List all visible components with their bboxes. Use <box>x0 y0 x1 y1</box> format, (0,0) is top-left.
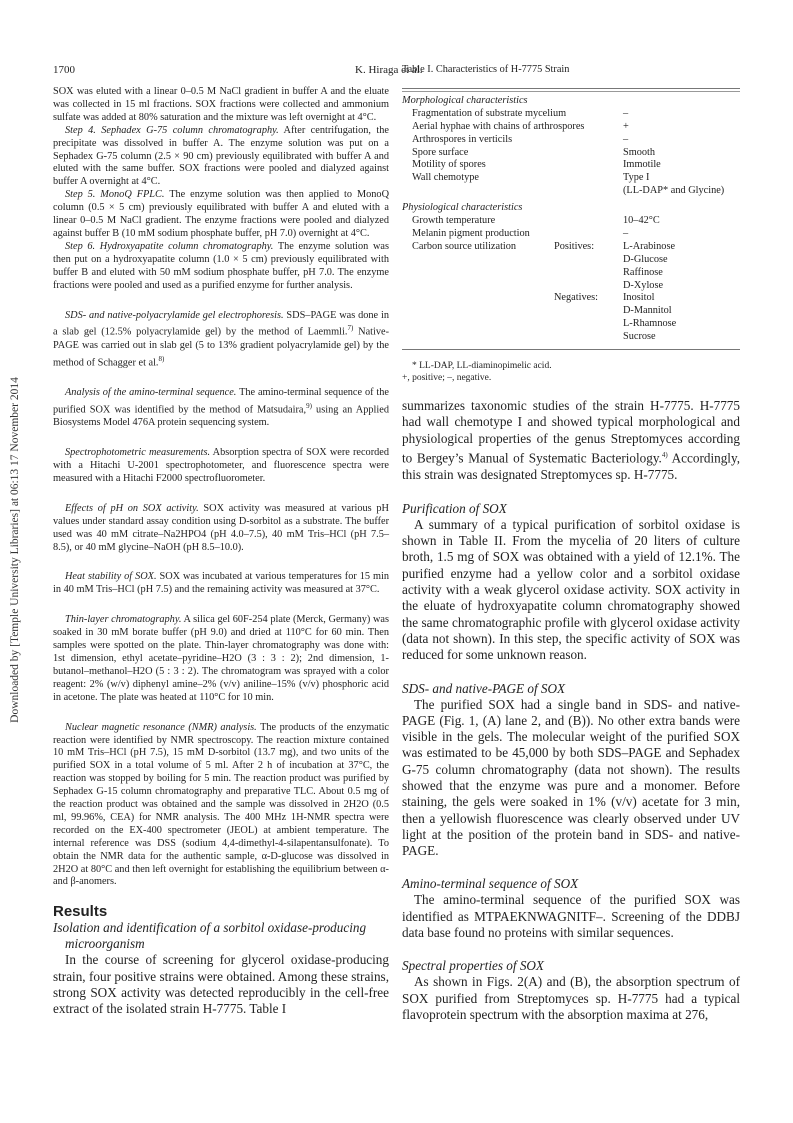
sds-title: SDS- and native-polyacrylamide gel electrophoresis. <box>65 309 284 321</box>
ph-title: Effects of pH on SOX activity. <box>65 502 199 514</box>
running-title: K. Hiraga et al. <box>355 64 423 76</box>
ph-paragraph <box>53 503 389 555</box>
heat-paragraph <box>53 571 389 597</box>
table-row <box>402 159 740 172</box>
table-row-value: – <box>623 133 629 145</box>
table-row-value: D-Mannitol <box>623 305 672 317</box>
table-row <box>402 121 740 134</box>
table-row-label: Wall chemotype <box>412 172 479 184</box>
phys-rows <box>402 215 740 344</box>
table-top-rule <box>402 88 740 89</box>
summary-ref: 4) <box>661 450 668 459</box>
phys-heading: Physiological characteristics <box>402 202 523 214</box>
step6-paragraph <box>53 241 389 293</box>
table-top-rule-2 <box>402 91 740 92</box>
summary-paragraph <box>402 398 740 483</box>
table-row <box>402 318 740 331</box>
isolation-heading: Isolation and identification of a sorbitol oxidase-producing microorganism <box>53 920 367 952</box>
amino-title: Analysis of the amino-terminal sequence. <box>65 386 237 398</box>
sds-text: SDS–PAGE was done in a slab gel (12.5% polyacrylamide gel) by the method of Laemmli. <box>53 309 389 338</box>
spectro-text: Absorption spectra of SOX were recorded with a Hitachi U-2001 spectrophotometer, and fluorescence spectra were measured with a Hitachi F2000 spectrofluorometer. <box>53 447 390 484</box>
sds-page-paragraph: The purified SOX had a single band in SDS- and native-PAGE (Fig. 1, (A) lane 2, and (B)). No other extra bands were visible in the gels. The molecular weight of the purified SOX was estimated to be 45,000 by both SDS–PAGE and Sephadex G-75 column chromatography (data not shown). The results showed that the enzyme was pure and a monomer. Before staining, the gels were soaked in 1% (v/v) acetate for 3 min, then a yellowish fluorescence was clearly observed under UV light at the position of the protein band in SDS- and native-PAGE. <box>402 696 740 859</box>
table-row-label: Aerial hyphae with chains of arthrospores <box>412 120 585 132</box>
purification-paragraph: A summary of a typical purification of sorbitol oxidase is shown in Table II. From the mycelia of 20 liters of culture broth, 1.5 mg of SOX was obtained with a yield of 12.1%. The purified enzyme had a yellow color and a sorbitol oxidase activity with a weak glycerol oxidase activity. SOX activity in the eluate of hydroxyapatite column chromatography showed the same chromatographic profile with glycerol oxidase activity (data not shown). In this step, the specific activity of SOX was reduced for some unknown reason. <box>402 516 740 663</box>
table-row-value: Inositol <box>623 292 655 304</box>
summary-text: summarizes taxonomic studies of the strain H-7775. H-7775 had wall chemotype I and showed typical morphological and physiological properties of the genus Streptomyces according to Bergey’s Manual of Systematic Bacteriology. <box>402 397 740 466</box>
sds-text2: Native-PAGE was carried out in slab gel (5 to 13% gradient polyacrylamide gel) by the method of Schagger et al. <box>53 326 390 369</box>
sox-elution-paragraph: SOX was eluted with a linear 0–0.5 M NaCl gradient in buffer A and the eluate was collected in 15 ml fractions. SOX fractions were collected and ammonium sulfate was added at 80% saturation and the mixture was left overnight at 4°C. <box>53 86 389 123</box>
table-row <box>402 267 740 280</box>
step6-text: The enzyme solution was then put on a hydroxyapatite column (1.0 × 5 cm) previously equilibrated with buffer B and eluted with 50 mM sodium phosphate buffer, pH 7.0. The enzyme fractions were pooled and used as a purified enzyme for further analysis. <box>53 240 390 291</box>
table-row-label: Growth temperature <box>412 215 496 227</box>
table-row <box>402 305 740 318</box>
table-row-value: L-Arabinose <box>623 240 676 252</box>
table-row-label: Motility of spores <box>412 159 486 171</box>
table-row-value: + <box>623 120 629 132</box>
table-row-value: – <box>623 107 629 119</box>
table-row-group: Negatives: <box>554 292 599 304</box>
table-row <box>402 241 740 254</box>
page-number: 1700 <box>53 64 75 76</box>
spectro-paragraph <box>53 447 389 486</box>
step4-text: After centrifugation, the precipitate was dissolved in buffer A. The enzyme solution was put on a Sephadex G-75 column (2.5 × 90 cm) previously equilibrated with buffer A and eluted with the same buffer. SOX fractions were pooled and dialyzed against buffer A overnight at 4°C. <box>53 124 389 188</box>
step5-title: Step 5. MonoQ FPLC. <box>65 189 165 201</box>
table-row-value: Type I <box>623 172 650 184</box>
amino-ref: 9) <box>306 401 312 410</box>
isolation-paragraph: In the course of screening for glycerol oxidase-producing strain, four positive strains were obtained. Among these strains, strong SOX activity was detected reproducibly in the cell-free extract of the isolated strain H-7775. Table I <box>53 952 389 1017</box>
step5-paragraph <box>53 189 389 241</box>
table-row-label: Carbon source utilization <box>412 240 517 252</box>
sds-page-heading: SDS- and native-PAGE of SOX <box>402 680 566 696</box>
left-column <box>53 86 389 1018</box>
table-row-label: Arthrospores in verticils <box>412 133 513 145</box>
amino-paragraph <box>53 387 389 430</box>
table-row-group: Positives: <box>554 240 595 252</box>
table-row-label: Melanin pigment production <box>412 227 530 239</box>
tlc-paragraph <box>53 614 389 704</box>
step4-title: Step 4. Sephadex G-75 column chromatography. <box>65 124 279 136</box>
table-footnote-2: +, positive; –, negative. <box>402 372 492 383</box>
table-row-value: Immotile <box>623 159 661 171</box>
amino-terminal-heading: Amino-terminal sequence of SOX <box>402 876 579 892</box>
table-row-label: Spore surface <box>412 146 469 158</box>
sds-ref2: 8) <box>158 354 165 363</box>
sds-paragraph <box>53 310 389 370</box>
amino-text: The amino-terminal sequence of the purified SOX was identified by the method of Matsudaira, <box>53 386 390 416</box>
table-row <box>402 254 740 267</box>
nmr-title: Nuclear magnetic resonance (NMR) analysis. <box>65 721 257 733</box>
table-row-value: (LL-DAP* and Glycine) <box>623 185 725 197</box>
amino-text2: using an Applied Biosystems Model 476A protein sequencing system. <box>53 404 389 429</box>
table-row <box>402 147 740 160</box>
spectro-title: Spectrophotometric measurements. <box>65 447 211 459</box>
table-row <box>402 185 740 198</box>
step6-title: Step 6. Hydroxyapatite column chromatography. <box>65 240 274 252</box>
nmr-paragraph <box>53 722 389 890</box>
table-row <box>402 228 740 241</box>
morph-rows <box>402 108 740 198</box>
sds-ref1: 7) <box>347 324 354 333</box>
table-row <box>402 292 740 305</box>
step4-paragraph <box>53 125 389 190</box>
heat-text: SOX was incubated at various temperatures for 15 min in 40 mM Tris–HCl (pH 7.5) and the remaining activity was measured at 37°C. <box>53 571 389 596</box>
table-row-value: Raffinose <box>623 266 663 278</box>
table-row <box>402 134 740 147</box>
download-notice: Downloaded by [Temple University Libraries] at 06:13 17 November 2014 <box>9 377 21 723</box>
table-footnote-1: * LL-DAP, LL-diaminopimelic acid. <box>412 360 552 371</box>
heat-title: Heat stability of SOX. <box>65 571 157 583</box>
table-row <box>402 215 740 228</box>
spectral-heading: Spectral properties of SOX <box>402 958 544 974</box>
tlc-text: A silica gel 60F-254 plate (Merck, Germany) was soaked in 30 mM borate buffer (pH 9.0) and dried at 110°C for 60 min. Then samples were spotted on the plate. Thin-layer chromatography was done with: 1st dimension, ethyl acetate–pyridine–H2O (3 : 3 : 2); 2nd dimension, 1-butanol–methanol–H2O (5 : 3 : 2). The chromatogram was sprayed with a color reagent: 2% (w/v) diphenyl amine–2% (v/v) aniline–15% (v/v) phosphoric acid in acetone. The plate was heated at 110°C for 10 min. <box>53 614 389 703</box>
results-heading: Results <box>53 903 108 921</box>
table-row <box>402 331 740 344</box>
step5-text: The enzyme solution was then applied to MonoQ column (0.5 × 5 cm) previously equilibrated with buffer A and eluted with a linear 0–0.5 M NaCl gradient. The enzyme fractions were pooled and dialyzed against buffer B (10 mM sodium phosphate buffer, pH 7.0) overnight at 4°C. <box>53 189 390 239</box>
table-row-value: 10–42°C <box>623 215 660 227</box>
nmr-text: The products of the enzymatic reaction were identified by NMR spectroscopy. The reaction mixture contained 10 mM Tris–HCl (pH 7.5), 15 mM D-sorbitol (13.7 mg), and two units of the purified SOX in a total volume of 5 ml. After 2 h of incubation at 37°C, the reaction was stopped by boiling for 5 min. The reaction product was purified by Sephadex G-15 column chromatography and preparative TLC. About 0.5 mg of the reaction product was obtained and the sample was dissolved in 2H2O (0.5 ml, 99.96%, CEA) for NMR analysis. The 400 MHz 1H-NMR spectra were recorded on the EX-400 spectrometer (JEOL) at ambient temperature. The internal reference was DSS (sodium 4,4-dimethyl-4-silapentansulfonate). To obtain the NMR data for the authentic sample, α-D-glucose was dissolved in 2H2O at 80°C and then left overnight for establishing the equilibrium between α- and β-anomers. <box>53 721 389 888</box>
table-row <box>402 280 740 293</box>
table-row-value: D-Glucose <box>623 253 668 265</box>
morph-heading: Morphological characteristics <box>402 95 528 106</box>
tlc-title: Thin-layer chromatography. <box>65 614 182 626</box>
table-row-value: D-Xylose <box>623 279 664 291</box>
table-row-value: Smooth <box>623 146 656 158</box>
amino-terminal-paragraph: The amino-terminal sequence of the purified SOX was identified as MTPAEKNWAGNITF–. Screening of the DDBJ data base found no proteins with similar sequences. <box>402 892 740 941</box>
table-title: Table I. Characteristics of H-7775 Strain <box>402 64 570 75</box>
table-row-value: Sucrose <box>623 331 656 343</box>
purification-heading: Purification of SOX <box>402 500 507 516</box>
ph-text: SOX activity was measured at various pH values under standard assay condition using D-sorbitol as a substrate. The buffer used was 40 mM citrate–Na2HPO4 (pH 4.0–7.5), 40 mM Tris–HCl (pH 7.5–8.5), or 40 mM glycine–NaOH (pH 8.5–10.0). <box>53 502 389 553</box>
summary-text2: Accordingly, this strain was designated Streptomyces sp. H-7775. <box>402 450 740 482</box>
table-row-value: L-Rhamnose <box>623 318 677 330</box>
download-notice-sidebar <box>8 340 22 760</box>
table-row-value: – <box>623 227 629 239</box>
table-row <box>402 108 740 121</box>
table-row-label: Fragmentation of substrate mycelium <box>412 107 567 119</box>
table-row <box>402 172 740 185</box>
spectral-paragraph: As shown in Figs. 2(A) and (B), the absorption spectrum of SOX purified from Streptomyces sp. H-7775 had a typical flavoprotein spectrum with the absorption maxima at 276, <box>402 974 740 1022</box>
table-bottom-rule <box>402 349 740 350</box>
right-column <box>402 64 740 1023</box>
